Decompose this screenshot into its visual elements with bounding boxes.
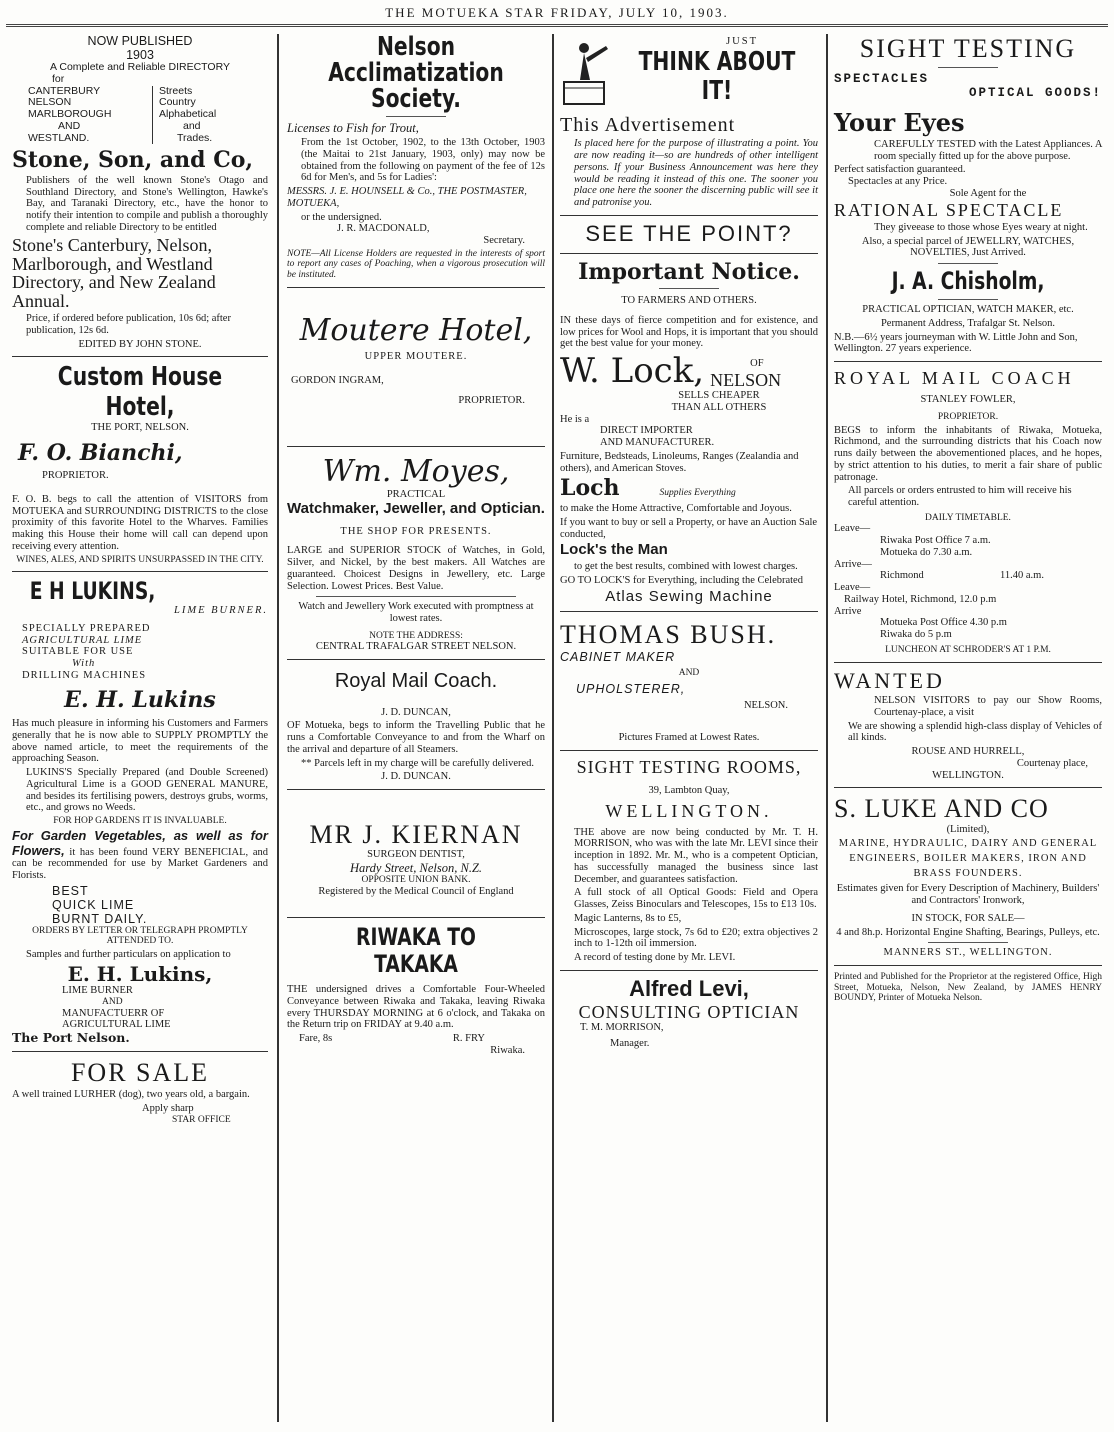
kiernan-title: MR J. KIERNAN [309,820,523,850]
for-label: for [52,72,65,85]
fowler-proprietor: PROPRIETOR. [937,411,999,422]
now-published: NOW PUBLISHED [87,34,193,48]
begs: BEGS to inform the inhabitants of Riwaka, Motueka, Richmond, and the surrounding districts that his Coach now runs daily between the abovementioned places, and he hopes, by strict attention to his duties, to merit a fair share of public patronage. [834,424,1102,483]
custom-house-title: Custom House Hotel, [57,362,223,422]
best-list: BEST QUICK LIME BURNT DAILY. [52,883,148,926]
secretary: Secretary. [483,235,525,246]
shop-presents: THE SHOP FOR PRESENTS. [340,525,492,537]
hardy-street: Hardy Street, Nelson, N.Z. [349,860,483,875]
lock-nelson: NELSON [710,370,782,391]
nb-note: N.B.—6½ years journeyman with W. Little John and Son, Wellington. 27 years experience. [834,331,1078,355]
fry: R. FRY [452,1033,485,1045]
star-office: STAR OFFICE [172,1114,231,1125]
feature: and [183,119,201,132]
note-address: NOTE THE ADDRESS: [369,630,463,641]
think-block [560,34,818,106]
lukins-body-2: LUKINS'S Specially Prepared (and Double Screened) Agricultural Lime is a GOOD GENERAL MANURE, and besides its fertilising powers, destroys grubs, worms, etc., and grows no Weeds. [26,767,268,814]
alfred-levi: Alfred Levi, [629,975,749,1001]
atlas-sewing: Atlas Sewing Machine [605,587,773,605]
lime-burner: LIME BURNER. [174,605,268,617]
practical: PRACTICAL [386,489,446,501]
duncan-signature: J. D. DUNCAN. [381,771,451,783]
he-is: He is a [560,413,590,425]
riwaka-place: Riwaka. [490,1044,525,1056]
bianchi-proprietor: PROPRIETOR. [42,470,109,482]
rouse-wellington: WELLINGTON. [932,769,1004,781]
column-3 [554,34,824,1428]
ad-body: Is placed here for the purpose of illustrating a point. You are now reading it—so are hundreds of other intelligent persons. If your Business Announcement was here they would be reading it instead of this one. The sooner you place one here the sooner the discerning public will see it and patronise you. [574,138,818,209]
column-rule-1 [277,34,279,1422]
lukins-titles: LIME BURNER AND MANUFACTUERR OF AGRICULTURAL LIME [62,985,171,1031]
sells-cheaper: SELLS CHEAPER [678,390,760,402]
royal-mail-coach: Royal Mail Coach. [334,670,498,693]
manager: Manager. [610,1037,650,1049]
nelson-visitors: NELSON VISITORS to pay our Show Rooms, Courtenay-place, a visit [874,695,1102,718]
riwaka-takaka: RIWAKA TO TAKAKA [356,923,476,979]
hop-gardens: FOR HOP GARDENS IT IS INVALUABLE. [53,816,227,827]
to-farmers: TO FARMERS AND OTHERS. [621,295,757,307]
courtenay-place: Courtenay place, [1016,757,1088,769]
home-attractive: to make the Home Attractive, Comfortable and Joyous. [560,503,792,515]
region: AND [58,119,81,132]
optical-stock: A full stock of all Optical Goods: Field and Opera Glasses, Zeiss Binoculars and Telescopes, 15s to £13 10s. [574,887,818,911]
masthead: THE MOTUEKA STAR FRIDAY, JULY 10, 1903. [385,5,729,20]
orders: ORDERS BY LETTER OR TELEGRAPH PROMPTLY ATTENDED TO. [32,925,248,947]
daily-timetable: DAILY TIMETABLE. [925,512,1011,523]
for-sale: FOR SALE [70,1058,210,1088]
practical-optician: PRACTICAL OPTICIAN, WATCH MAKER, etc. [862,304,1074,316]
bianchi-body: F. O. B. begs to call the attention of VISITORS from MOTUEKA and SURROUNDING DISTRICTS to the close proximity of this favorite Hotel to the Wharves. Families making this House their home will call can depend upon receiving every attention. [12,493,268,552]
riwaka-body: THE undersigned drives a Comfortable Four-Wheeled Conveyance between Riwaka and Takaka, leaving Riwaka every THURSDAY MORNING at 6 o'clock, and Takaka on the Return trip on FRIDAY at 9.40 a.m. [287,984,545,1031]
w-lock: W. Lock, [560,351,705,392]
upper-moutere: UPPER MOUTERE. [364,351,468,363]
moyes-repair: Watch and Jewellery Work executed with promptness at lowest rates. [298,601,534,625]
direct-importer: DIRECT IMPORTER [600,425,693,437]
important-notice: Important Notice. [578,258,800,285]
farmers-body: IN these days of fierce competition and for existence, and low prices for Wool and Hops, it is important that you should get the best value for your money. [560,314,818,350]
manners-st: MANNERS ST., WELLINGTON. [883,947,1053,959]
stone-big: Stone's Canterbury, Nelson, Marlborough, and Westland Directory, and New Zealand Annual. [12,234,216,312]
in-stock: IN STOCK, FOR SALE— [911,912,1025,924]
lock-of: OF [750,358,764,370]
specially-list: SPECIALLY PREPARED AGRICULTURAL LIME SUITABLE FOR USE With DRILLING MACHINES [22,622,151,681]
fare-row [287,1033,545,1045]
bush-and: AND [678,667,700,678]
estimates: Estimates given for Every Description of Machinery, Builders' and Contractors' Ironwork, [836,883,1100,907]
poaching-note: NOTE—All License Holders are requested in the interests of sport to report any cases of Poaching, when a vigorous prosecution will be instituted. [287,248,545,280]
loch: Loch [560,475,620,502]
gordon-ingram: GORDON INGRAM, [291,374,384,386]
see-the-point: SEE THE POINT? [585,220,793,246]
central-trafalgar: CENTRAL TRAFALGAR STREET NELSON. [315,641,517,653]
bush-nelson: NELSON. [743,700,788,712]
morrison-body: THE above are now being conducted by Mr. T. H. MORRISON, who was with the late Mr. LEVI since their inception in 1892. Mr. M., who is a competent Optician, has successfully managed the business since last December, and guarantees satisfaction. [574,826,818,885]
upholsterer: UPHOLSTERER, [576,682,686,697]
moutere-title: Moutere Hotel, [299,312,533,348]
moyes-stock: LARGE and SUPERIOR STOCK of Watches, in Gold, Silver, and Nickel, by the best makers. All Watches are guaranteed. Choicest Designs in Jewellery, etc. Large Selection. Lowest Prices. Best Value. [287,545,545,592]
figure-pointing-icon [560,36,616,106]
or-undersigned: or the undersigned. [301,211,382,223]
stone-title: Stone, Son, and Co, [12,147,254,174]
watchmaker: Watchmaker, Jeweller, and Optician. [287,499,545,517]
garden-rest: it has been found VERY BENEFICIAL, and can be recommended for use by Market Gardeners and Florists. [12,846,269,882]
consulting-optician: CONSULTING OPTICIAN [578,1001,800,1022]
pictures-framed: Pictures Framed at Lowest Rates. [618,731,760,743]
supplies-everything: Supplies Everything [659,488,736,499]
record-testing: A record of testing done by Mr. LEVI. [574,952,736,964]
custom-house-sub: THE PORT, NELSON. [91,421,189,433]
luncheon: LUNCHEON AT SCHRODER'S AT 1 P.M. [885,644,1051,655]
tm-morrison: T. M. MORRISON, [580,1021,664,1033]
marine-engineers: MARINE, HYDRAULIC, DAIRY AND GENERAL ENGINEERS, BOILER MAKERS, IRON AND BRASS FOUNDERS. [838,838,1098,879]
than-others: THAN ALL OTHERS [671,401,767,413]
lambton-quay: 39, Lambton Quay, [648,784,730,796]
bianchi-name: F. O. Bianchi, [18,440,183,467]
region: CANTERBURY [28,84,101,97]
eyes-body: CAREFULLY TESTED with the Latest Appliances. A room specially fitted up for the above purpose. [874,138,1102,162]
wines: WINES, ALES, AND SPIRITS UNSURPASSED IN THE CITY. [16,554,264,565]
locks-the-man: Lock's the Man [560,541,668,559]
wellington: WELLINGTON. [605,800,773,821]
feature: Streets [159,84,193,97]
lurcher: A well trained LURHER (dog), two years old, a bargain. [12,1089,250,1101]
licenses-heading: Licenses to Fish for Trout, [287,121,419,135]
region: MARLBOROUGH [28,108,112,120]
feature: Trades. [177,131,213,144]
duncan-body: OF Motueka, begs to inform the Travelling Public that he runs a Comfortable Conveyance to and from the Wharf on the arrival and departure of all Steamers. [287,720,545,755]
perfect-satisfaction: Perfect satisfaction guaranteed. [834,164,966,176]
just: JUST [726,36,758,48]
property: If you want to buy or sell a Property, or have an Auction Sale conducted, [560,516,818,540]
thomas-bush: THOMAS BUSH. [560,620,777,650]
acclimatization-title: Nelson Acclimatization Society. [328,34,504,114]
directory-regions [12,86,268,145]
parcels-entrusted: All parcels or orders entrusted to him will receive his careful attention. [848,485,1072,509]
fare: Fare, 8s [299,1033,333,1045]
column-1 [6,34,274,1428]
macdonald: J. R. MACDONALD, [337,223,430,235]
your-eyes: Your Eyes [834,108,965,138]
go-to-locks: GO TO LOCK'S for Everything, including the Celebrated [560,574,803,586]
rouse-hurrell: ROUSE AND HURRELL, [911,746,1025,758]
surgeon-dentist: SURGEON DENTIST, [367,849,465,861]
limited: (Limited), [946,823,990,835]
feature: Country [159,96,196,109]
port-nelson: The Port Nelson. [12,1030,130,1046]
sight-testing-rooms: SIGHT TESTING ROOMS, [576,756,802,777]
price: Price, if ordered before publication, 10s 6d; after publication, 12s 6d. [26,313,231,336]
samples: Samples and further particulars on application to [26,949,231,961]
think-about-it: THINK ABOUT IT! [638,46,796,106]
duncan-parcels: ** Parcels left in my charge will be carefully delivered. [301,757,535,769]
column-4 [828,34,1108,1428]
stanley-fowler: STANLEY FOWLER, [920,394,1016,406]
wanted: WANTED [834,667,945,693]
region: WESTLAND. [28,131,90,144]
licenses-body: From the 1st October, 1902, to the 13th October, 1903 (the Maitai to 21st January, 1903, only) may now be obtained from the following on payment of the fee of 12s 6d for Men's, and 5s for Ladies': [301,137,545,184]
messrs: MESSRS. J. E. HOUNSELL & Co., THE POSTMASTER, MOTUEKA, [287,186,527,209]
s-luke: S. LUKE AND CO [834,794,1049,824]
microscopes: Microscopes, large stock, 7s 6d to £20; extra objectives 2 inch to 1-12th oil immersion. [574,926,818,950]
edited-by: EDITED BY JOHN STONE. [78,338,202,350]
apply-sharp: Apply sharp [142,1102,194,1114]
moyes-title: Wm. Moyes, [322,454,510,490]
moutere-proprietor: PROPRIETOR. [458,394,525,406]
registered: Registered by the Medical Council of England [318,885,514,897]
this-advertisement: This Advertisement [560,114,736,136]
year: 1903 [126,48,154,62]
lukins-body: Has much pleasure in informing his Customers and Farmers generally that he is now able to SUPPLY PROMPTLY the above named article, to meet the requirements of the approaching Season. [12,718,268,765]
opposite-union: OPPOSITE UNION BANK. [361,874,471,885]
giveease: They giveease to those whose Eyes weary at night. [874,221,1088,233]
spectacles: SPECTACLES [834,72,930,87]
lukins-head: E H LUKINS, [29,577,156,606]
optical-goods: OPTICAL GOODS! [968,86,1102,101]
feature: Alphabetical [159,108,217,120]
sole-agent: Sole Agent for the [949,187,1027,199]
permanent-address: Permanent Address, Trafalgar St. Nelson. [880,317,1056,329]
chisholm: J. A. Chisholm, [891,267,1045,296]
showing-vehicles: We are showing a splendid high-class display of Vehicles of all kinds. [848,720,1102,744]
stone-body: Publishers of the well known Stone's Otago and Southland Directory, and Stone's Wellington, Hawke's Bay, and Taranaki Directory, etc., have the honor to notify their intention to compile and publish a thoroughly complete and reliable Directory to be entitled [26,174,268,233]
magic-lanterns: Magic Lanterns, 8s to £5, [574,912,682,924]
sight-testing: SIGHT TESTING [859,34,1077,63]
column-2 [281,34,551,1428]
cabinet-maker: CABINET MAKER [560,649,676,664]
furniture: Furniture, Bedsteads, Linoleums, Ranges (Zealandia and others), and American Stoves. [560,450,799,474]
manufacturer: AND MANUFACTURER. [600,437,715,449]
royal-mail-coach-2: ROYAL MAIL COACH [834,368,1075,389]
directory-line: A Complete and Reliable DIRECTORY [50,61,230,73]
region: NELSON [28,96,72,109]
masthead-rule [6,24,1108,27]
spectacles-price: Spectacles at any Price. [848,176,948,188]
imprint: Printed and Published for the Proprietor at the registered Office, High Street, Motueka, Nelson, New Zealand, by JAMES HENRY BOUNDY, Printer of Motueka Nelson. [834,972,1102,1004]
jd-duncan: J. D. DUNCAN, [381,706,451,718]
eh-lukins: E. H. Lukins, [67,961,213,986]
best-results: to get the best results, combined with lowest charges. [574,561,798,573]
garden-line: For Garden Vegetables, as well as for Flowers, [12,827,268,858]
timetable: Leave— Riwaka Post Office 7 a.m. Motueka do 7.30 a.m. Arrive— Richmond 11.40 a.m. Leave— Railway Hotel, Richmond, 12.0 p.m Arrive Motueka Post Office 4.30 p.m Riwaka do 5 p.m [834,523,1044,641]
em-lukins: E. H. Lukins [64,686,216,713]
also-parcel: Also, a special parcel of JEWELLRY, WATCHES, NOVELTIES, Just Arrived. [861,235,1075,259]
rational-spectacle: RATIONAL SPECTACLE [834,199,1064,220]
engines: 4 and 8h.p. Horizontal Engine Shafting, Bearings, Pulleys, etc. [836,926,1100,938]
